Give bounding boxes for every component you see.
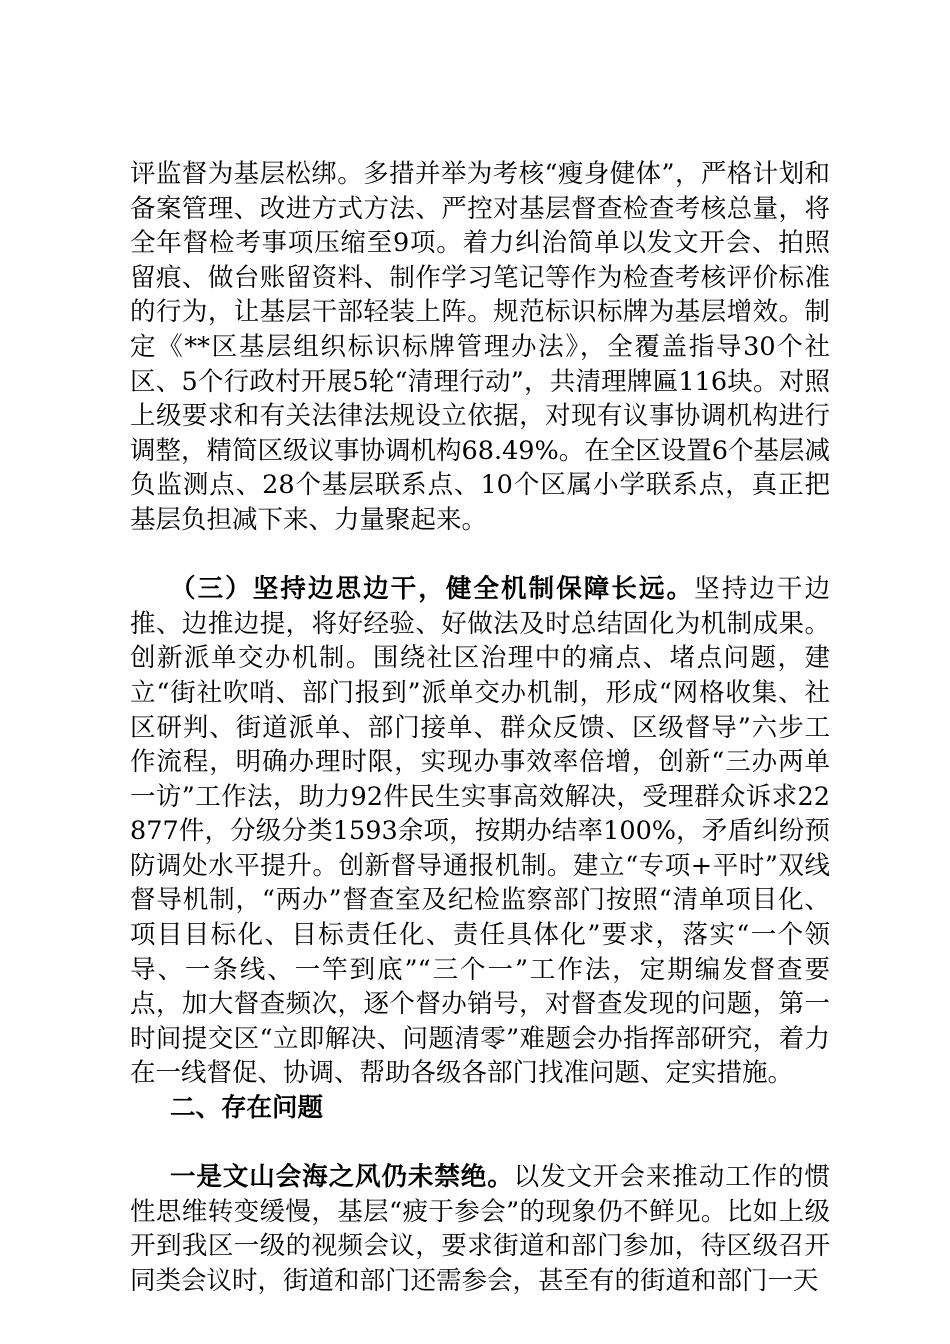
- problem-one-body: 以发文开会来推动工作的惯性思维转变缓慢，基层“疲于参会”的现象仍不鲜见。比如上级开到我区一级的视频会议，要求街道和部门参加，待区级召开同类会议时，街道和部门还需参会，甚至有的街道和部门一天: [130, 1162, 830, 1296]
- section-body-mechanism: 坚持边干边推、边推边提，将好经验、好做法及时总结固化为机制成果。创新派单交办机制。围绕社区治理中的痛点、堵点问题，建立“街社吹哨、部门报到”派单交办机制，形成“网格收集、社区研判、街道派单、部门接单、群众反馈、区级督导”六步工作流程，明确办理时限，实现办事效率倍增，创新“三办两单一访”工作法，助力92件民生实事高效解决，受理群众诉求22877件，分级分类1593余项，按期办结率100%，矛盾纠纷预防调处水平提升。创新督导通报机制。建立“专项+平时”双线督导机制，“两办”督查室及纪检监察部门按照“清单项目化、项目目标化、目标责任化、责任具体化”要求，落实“一个领导、一条线、一竿到底”“三个一”工作法，定期编发督查要点，加大督查频次，逐个督办销号，对督查发现的问题，第一时间提交区“立即解决、问题清零”难题会办指挥部研究，着力在一线督促、协调、帮助各级各部门找准问题、定实措施。: [130, 574, 830, 1089]
- paragraph-burden-reduction: 评监督为基层松绑。多措并举为考核“瘦身健体”，严格计划和备案管理、改进方式方法、严控对基层督查检查考核总量，将全年督检考事项压缩至9项。着力纠治简单以发文开会、拍照留痕、做台账留资料、制作学习笔记等作为检查考核评价标准的行为，让基层干部轻装上阵。规范标识标牌为基层增效。制定《**区基层组织标识标牌管理办法》，全覆盖指导30个社区、5个行政村开展5轮“清理行动”，共清理牌匾116块。对照上级要求和有关法律法规设立依据，对现有议事协调机构进行调整，精简区级议事协调机构68.49%。在全区设置6个基层减负监测点、28个基层联系点、10个区属小学联系点，真正把基层负担减下来、力量聚起来。: [130, 159, 830, 535]
- paragraph-problem-one: [130, 1160, 830, 1298]
- document-page: [130, 157, 830, 1299]
- section-heading-mechanism: （三）坚持边思边干，健全机制保障长远。: [170, 574, 695, 605]
- paragraph-mechanism: [130, 572, 830, 1091]
- section-heading-problems: 二、存在问题: [170, 1093, 324, 1124]
- problem-one-lead: 一是文山会海之风仍未禁绝。: [170, 1162, 514, 1193]
